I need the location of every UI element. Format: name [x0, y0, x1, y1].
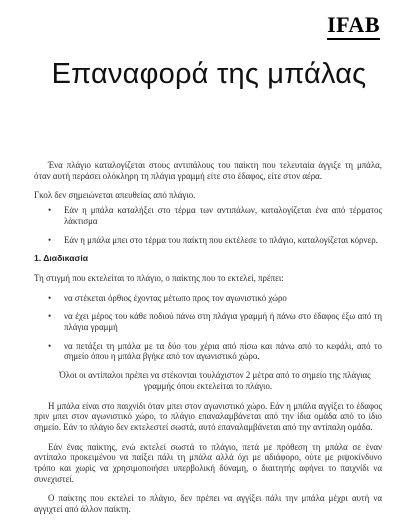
page-title: Επαναφορά της μπάλας [51, 58, 367, 90]
last-paragraph: Ο παίκτης που εκτελεί το πλάγιο, δεν πρέπει να αγγίξει πάλι την μπάλα μέχρι αυτή να αγγιχτεί από άλλον παίκτη. [34, 493, 382, 515]
list-item: • να έχει μέρος του κάθε ποδιού πάνω στη πλάγια γραμμή ή πάνω στο έδαφος έξω από τη πλάγια γραμμή [48, 311, 382, 333]
procedure-list [34, 293, 382, 363]
bullet-icon: • [48, 234, 52, 245]
interference-paragraph: Εάν ένας παίκτης, ενώ εκτελεί σωστά το πλάγιο, πετά με πρόθεση τη μπάλα σε έναν αντίπαλο προκειμένου να παίξει πάλι τη μπάλα αλλά όχι με αδιάφορο, ούτε με ριψοκίνδυνο τρόπο και χωρίς να χρησιμοποιήσει υπερβολική δύναμη, ο διαιτητής αφήνει το παιχνίδι να συνεχιστεί. [34, 441, 382, 484]
ifab-logo: IFAB [327, 12, 380, 40]
list-item: • Εάν η μπάλα καταλήξει στο τέρμα των αντιπάλων, καταλογίζεται ένα από τέρματος λάκτισμα [48, 205, 382, 226]
bullet-icon: • [48, 311, 52, 322]
no-goal-paragraph: Γκολ δεν σημειώνεται απευθείας από πλάγιο. [34, 190, 196, 201]
intro-paragraph: Ένα πλάγιο καταλογίζεται στους αντιπάλους του παίκτη που τελευταία άγγιξε τη μπάλα, όταν αυτή περάσει ολόκληρη τη πλάγια γραμμή είτε στο έδαφος, είτε στον αέρα. [34, 160, 382, 181]
opponents-paragraph: Όλοι οι αντίπαλοι πρέπει να στέκονται τουλάχιστον 2 μέτρα από το σημείο της πλάγιας γραμμής όπου εκτελείται το πλάγιο. [59, 370, 371, 391]
in-play-paragraph: Η μπάλα είναι στο παιχνίδι όταν μπει στον αγωνιστικό χώρο. Εάν η μπάλα αγγίξει το έδαφος πριν μπει στον αγωνιστικό χώρο, το πλάγιο επαναλαμβάνεται από την ίδια ομάδα από το ίδιο σημείο. Εάν το πλάγιο δεν εκτελεστεί σωστά, αυτό επαναλαμβάνεται από την αντίπαλη ομάδα. [34, 400, 382, 432]
bullet-icon: • [48, 292, 52, 303]
list-item: • Εάν η μπάλα μπει στο τέρμα του παίκτη που εκτέλεσε το πλάγιο, καταλογίζεται κόρνερ. [48, 234, 378, 245]
list-item: • να στέκεται όρθιος έχοντας μέτωπο προς τον αγωνιστικό χώρο [48, 292, 287, 303]
bullet-icon: • [48, 340, 52, 351]
outcome-list [34, 205, 382, 245]
list-item: • να πετάξει τη μπάλα με τα δύο του χέρια από πίσω και πάνω από το κεφάλι, από το σημείο όπου η μπάλα βγήκε από τον αγωνιστικό χώρο. [48, 340, 382, 362]
procedure-intro: Τη στιγμή που εκτελείται το πλάγιο, ο παίκτης που το εκτελεί, πρέπει: [34, 272, 284, 283]
bullet-icon: • [48, 205, 52, 216]
section-heading: 1. Διαδικασία [34, 253, 89, 264]
document-body [34, 160, 382, 524]
